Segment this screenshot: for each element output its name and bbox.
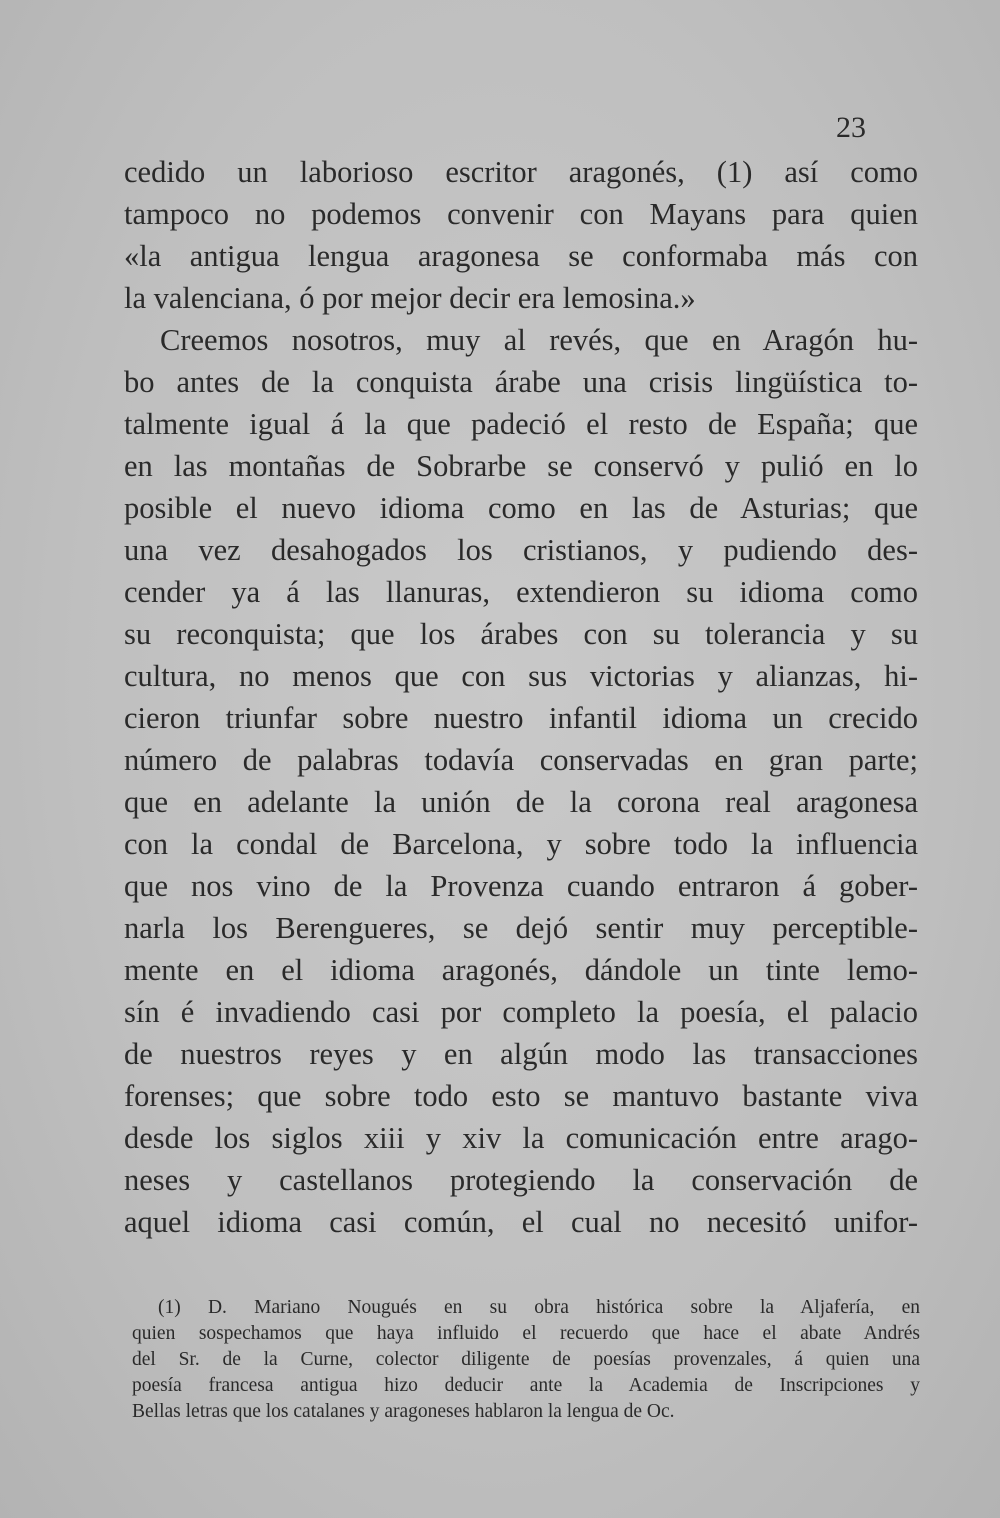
body-line: aquel idioma casi común, el cual no necesitó unifor- <box>124 1205 918 1239</box>
body-line: desde los siglos xiii y xiv la comunicación entre arago- <box>124 1121 918 1155</box>
footnote-line: Bellas letras que los catalanes y aragoneses hablaron la lengua de Oc. <box>132 1401 675 1422</box>
body-line: neses y castellanos protegiendo la conservación de <box>124 1163 918 1197</box>
body-line: forenses; que sobre todo esto se mantuvo bastante viva <box>124 1079 918 1113</box>
body-line: con la condal de Barcelona, y sobre todo la influencia <box>124 827 918 861</box>
body-line: talmente igual á la que padeció el resto de España; que <box>124 407 918 441</box>
body-line: que en adelante la unión de la corona real aragonesa <box>124 785 918 819</box>
body-line: cedido un laborioso escritor aragonés, (1) así como <box>124 155 918 189</box>
footnote-line: poesía francesa antigua hizo deducir ante la Academia de Inscripciones y <box>132 1375 920 1396</box>
body-line: «la antigua lengua aragonesa se conformaba más con <box>124 239 918 273</box>
body-line: en las montañas de Sobrarbe se conservó y pulió en lo <box>124 449 918 483</box>
body-line: posible el nuevo idioma como en las de Asturias; que <box>124 491 918 525</box>
body-line: cender ya á las llanuras, extendieron su idioma como <box>124 575 918 609</box>
body-line: tampoco no podemos convenir con Mayans para quien <box>124 197 918 231</box>
body-line: cieron triunfar sobre nuestro infantil idioma un crecido <box>124 701 918 735</box>
body-line: que nos vino de la Provenza cuando entraron á gober- <box>124 869 918 903</box>
body-line: Creemos nosotros, muy al revés, que en Aragón hu- <box>160 323 918 357</box>
body-line: la valenciana, ó por mejor decir era lemosina.» <box>124 281 696 315</box>
body-line: narla los Berengueres, se dejó sentir muy perceptible- <box>124 911 918 945</box>
body-line: una vez desahogados los cristianos, y pudiendo des- <box>124 533 918 567</box>
footnote-line: quien sospechamos que haya influido el recuerdo que hace el abate Andrés <box>132 1323 920 1344</box>
body-line: mente en el idioma aragonés, dándole un tinte lemo- <box>124 953 918 987</box>
body-line: sín é invadiendo casi por completo la poesía, el palacio <box>124 995 918 1029</box>
footnote-line: del Sr. de la Curne, colector diligente de poesías provenzales, á quien una <box>132 1349 920 1370</box>
body-line: cultura, no menos que con sus victorias y alianzas, hi- <box>124 659 918 693</box>
body-line: de nuestros reyes y en algún modo las transacciones <box>124 1037 918 1071</box>
body-line: bo antes de la conquista árabe una crisis lingüística to- <box>124 365 918 399</box>
footnote-line: (1) D. Mariano Nougués en su obra histórica sobre la Aljafería, en <box>158 1297 920 1318</box>
body-line: su reconquista; que los árabes con su tolerancia y su <box>124 617 918 651</box>
body-line: número de palabras todavía conservadas en gran parte; <box>124 743 918 777</box>
page-number: 23 <box>836 111 866 144</box>
